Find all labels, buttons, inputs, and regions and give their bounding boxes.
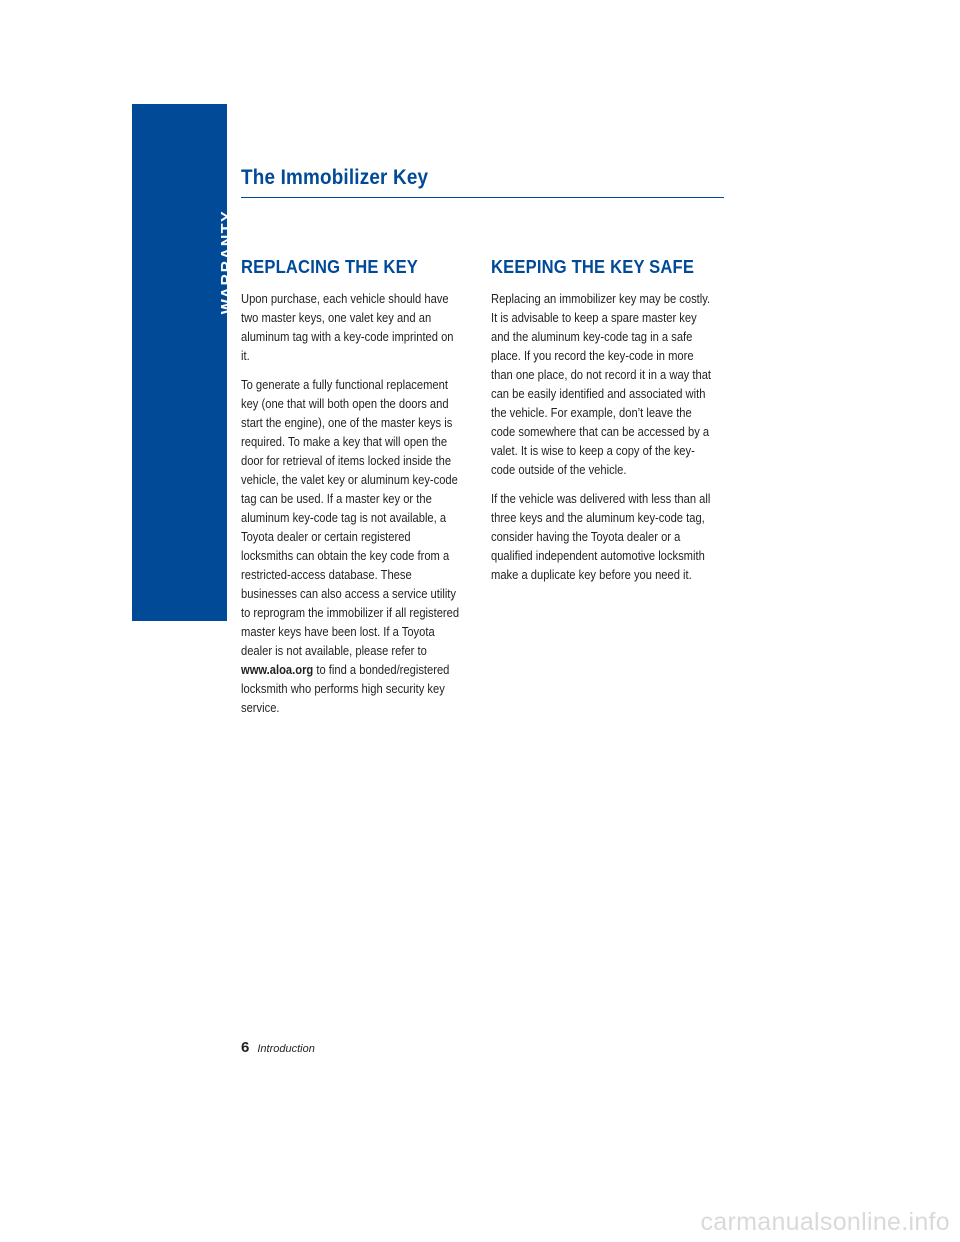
footer-section-label: Introduction bbox=[257, 1043, 315, 1055]
replacing-key-paragraph-2-text: To generate a fully functional replacement key (one that will both open the doors and start the engine), one of the master keys is required. To make a key that will open the door for retrieval of items locked inside the vehicle, the valet key or aluminum key-code tag can be used. If a master key or the aluminum key-code tag is not available, a Toyota dealer or certain registered locksmiths can obtain the key code from a restricted-access database. These businesses can also access a service utility to reprogram the immobilizer if all registered master keys have been lost. If a Toyota dealer is not available, please refer to bbox=[241, 377, 460, 658]
side-section-tab bbox=[132, 104, 227, 621]
side-tab-label: WARRANTY bbox=[219, 209, 236, 315]
keeping-key-safe-heading: KEEPING THE KEY SAFE bbox=[491, 257, 695, 277]
keeping-key-safe-paragraph-1: Replacing an immobilizer key may be costly. It is advisable to keep a spare master key and the aluminum key-code tag in a safe place. If you record the key-code in more than one place, do not record it in a way that can be easily identified and associated with the vehicle. For example, don’t leave the code somewhere that can be accessed by a valet. It is wise to keep a copy of the key-code outside of the vehicle. bbox=[491, 291, 712, 477]
keeping-key-safe-section bbox=[491, 255, 726, 594]
replacing-key-section bbox=[241, 255, 476, 727]
page-number: 6 bbox=[241, 1039, 250, 1056]
site-watermark: carmanualsonline.info bbox=[700, 1208, 950, 1236]
replacing-key-heading: REPLACING THE KEY bbox=[241, 257, 419, 277]
keeping-key-safe-paragraph-2: If the vehicle was delivered with less than all three keys and the aluminum key-code tag, consider having the Toyota dealer or a qualified independent automotive locksmith make a duplicate key before you need it. bbox=[491, 491, 711, 582]
page-footer bbox=[241, 1039, 315, 1057]
aloa-link[interactable]: www.aloa.org bbox=[241, 662, 314, 677]
page-title: The Immobilizer Key bbox=[241, 166, 429, 189]
replacing-key-paragraph-2-tail: to find a bonded/registered locksmith who performs high security key service. bbox=[241, 662, 450, 715]
replacing-key-paragraph-1: Upon purchase, each vehicle should have two master keys, one valet key and an aluminum tag with a key-code imprinted on it. bbox=[241, 291, 454, 363]
title-divider bbox=[241, 197, 724, 198]
replacing-key-paragraph-2 bbox=[241, 375, 461, 717]
